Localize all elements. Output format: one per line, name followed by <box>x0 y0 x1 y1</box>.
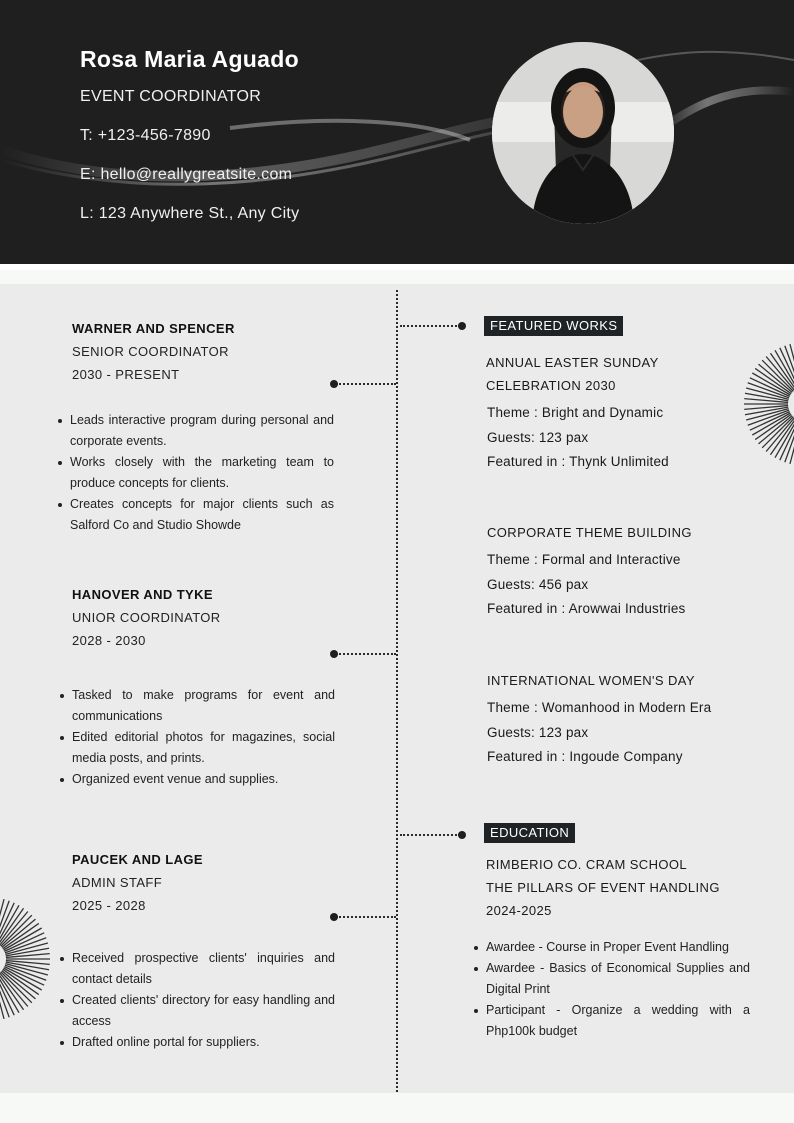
address-text: L: 123 Anywhere St., Any City <box>80 205 300 222</box>
job-period: 2028 - 2030 <box>72 633 146 648</box>
education-school: RIMBERIO CO. CRAM SCHOOL <box>486 857 688 872</box>
work-theme: Theme : Formal and Interactive <box>487 552 681 567</box>
education-awards <box>486 937 750 1042</box>
timeline-connector <box>400 325 460 327</box>
duty-item: Works closely with the marketing team to produce concepts for clients. <box>70 452 334 494</box>
job-position: UNIOR COORDINATOR <box>72 610 221 625</box>
sunburst-decoration-left <box>0 854 52 1064</box>
work-featured-in: Featured in : Thynk Unlimited <box>487 454 669 469</box>
award-item: Awardee - Basics of Economical Supplies and Digital Print <box>486 958 750 1000</box>
timeline-dot <box>458 322 466 330</box>
profile-photo <box>492 42 674 224</box>
sunburst-decoration-right <box>744 304 794 504</box>
work-featured-in: Featured in : Arowwai Industries <box>487 601 686 616</box>
work-theme: Theme : Womanhood in Modern Era <box>487 700 712 715</box>
job-position: SENIOR COORDINATOR <box>72 344 229 359</box>
work-title: ANNUAL EASTER SUNDAY <box>486 355 659 370</box>
duty-item: Drafted online portal for suppliers. <box>72 1032 335 1053</box>
work-title: CELEBRATION 2030 <box>486 378 616 393</box>
job-duties <box>72 685 335 790</box>
timeline-dot <box>458 831 466 839</box>
education-label: EDUCATION <box>484 823 575 843</box>
job-duties <box>70 410 334 536</box>
timeline-dot <box>330 650 338 658</box>
work-title: CORPORATE THEME BUILDING <box>487 525 692 540</box>
duty-item: Received prospective clients' inquiries and contact details <box>72 948 335 990</box>
job-company: HANOVER AND TYKE <box>72 587 213 602</box>
timeline-connector <box>336 653 396 655</box>
award-item: Participant - Organize a wedding with a Php100k budget <box>486 1000 750 1042</box>
duty-item: Created clients' directory for easy handling and access <box>72 990 335 1032</box>
award-item: Awardee - Course in Proper Event Handling <box>486 937 750 958</box>
work-featured-in: Featured in : Ingoude Company <box>487 749 683 764</box>
job-period: 2030 - PRESENT <box>72 367 180 382</box>
education-program: THE PILLARS OF EVENT HANDLING <box>486 880 720 895</box>
work-theme: Theme : Bright and Dynamic <box>487 405 664 420</box>
separator-strip <box>0 264 794 270</box>
timeline-connector <box>336 383 396 385</box>
work-guests: Guests: 123 pax <box>487 430 589 445</box>
duty-item: Leads interactive program during personal and corporate events. <box>70 410 334 452</box>
job-duties <box>72 948 335 1053</box>
timeline-dot <box>330 913 338 921</box>
phone-text: T: +123-456-7890 <box>80 127 211 144</box>
duty-item: Edited editorial photos for magazines, social media posts, and prints. <box>72 727 335 769</box>
work-guests: Guests: 123 pax <box>487 725 589 740</box>
duty-item: Tasked to make programs for event and communications <box>72 685 335 727</box>
job-title: EVENT COORDINATOR <box>80 88 262 105</box>
job-position: ADMIN STAFF <box>72 875 163 890</box>
duty-item: Organized event venue and supplies. <box>72 769 335 790</box>
email-text: E: hello@reallygreatsite.com <box>80 166 293 183</box>
education-period: 2024-2025 <box>486 903 552 918</box>
timeline-connector <box>400 834 460 836</box>
timeline-connector <box>336 916 396 918</box>
timeline-line <box>396 290 398 1092</box>
duty-item: Creates concepts for major clients such as Salford Co and Studio Showde <box>70 494 334 536</box>
job-company: WARNER AND SPENCER <box>72 321 235 336</box>
job-company: PAUCEK AND LAGE <box>72 852 203 867</box>
candidate-name: Rosa Maria Aguado <box>80 46 299 72</box>
work-title: INTERNATIONAL WOMEN'S DAY <box>487 673 695 688</box>
timeline-dot <box>330 380 338 388</box>
header-banner <box>0 0 794 264</box>
featured-works-label: FEATURED WORKS <box>484 316 623 336</box>
work-guests: Guests: 456 pax <box>487 577 589 592</box>
job-period: 2025 - 2028 <box>72 898 146 913</box>
